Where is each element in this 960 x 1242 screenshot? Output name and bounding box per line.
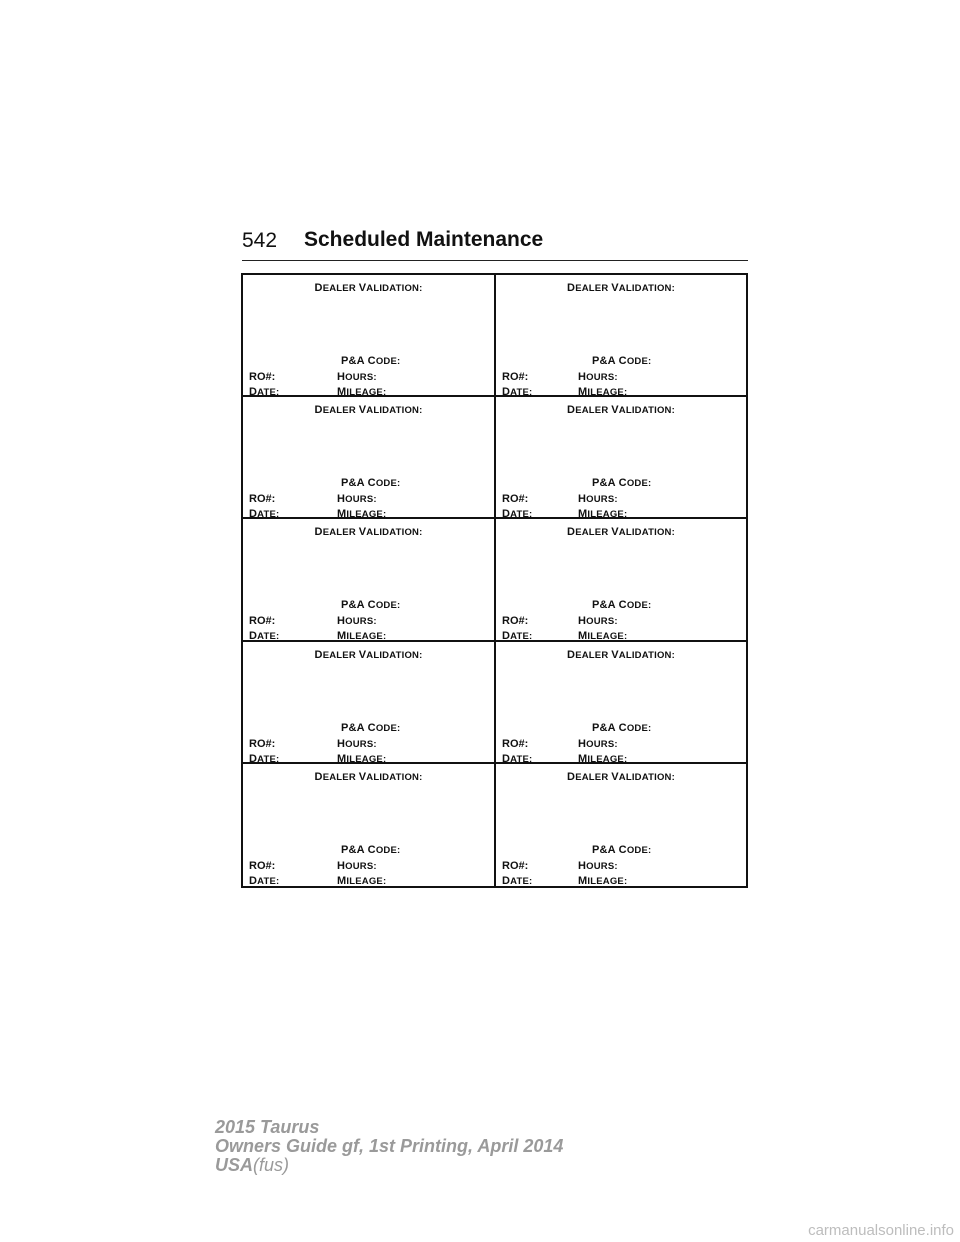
pa-code-label: P&A CODE: — [592, 721, 652, 734]
mileage-label: MILEAGE: — [337, 508, 387, 521]
pa-code-label: P&A CODE: — [592, 843, 652, 856]
validation-cell — [496, 519, 746, 641]
ro-number-label: RO#: — [502, 493, 529, 506]
mileage-label: MILEAGE: — [578, 874, 628, 887]
page-number: 542 — [242, 229, 278, 252]
dealer-validation-label: DEALER VALIDATION: — [314, 770, 423, 783]
dealer-validation-label: DEALER VALIDATION: — [567, 404, 675, 417]
hours-label: HOURS: — [337, 737, 377, 750]
validation-cell — [243, 764, 496, 886]
date-label: DATE: — [249, 508, 280, 521]
validation-cell — [243, 397, 496, 519]
pa-code-label: P&A CODE: — [341, 843, 401, 856]
pa-code-label: P&A CODE: — [592, 477, 652, 490]
hours-label: HOURS: — [578, 371, 618, 383]
hours-label: HOURS: — [337, 615, 377, 628]
dealer-validation-label: DEALER VALIDATION: — [314, 648, 423, 661]
pa-code-label: P&A CODE: — [341, 477, 401, 490]
mileage-label: MILEAGE: — [337, 630, 387, 643]
mileage-label: MILEAGE: — [337, 752, 387, 765]
hours-label: HOURS: — [337, 493, 377, 506]
dealer-validation-label: DEALER VALIDATION: — [567, 648, 675, 661]
pa-code-label: P&A CODE: — [341, 599, 401, 612]
ro-number-label: RO#: — [249, 493, 276, 506]
ro-number-label: RO#: — [502, 859, 529, 872]
date-label: DATE: — [249, 752, 280, 765]
date-label: DATE: — [249, 874, 280, 887]
pa-code-label: P&A CODE: — [592, 355, 652, 367]
validation-cell — [496, 275, 746, 397]
dealer-validation-label: DEALER VALIDATION: — [314, 404, 423, 417]
mileage-label: MILEAGE: — [337, 874, 387, 887]
validation-cell — [243, 519, 496, 641]
hours-label: HOURS: — [337, 371, 377, 383]
mileage-label: MILEAGE: — [578, 630, 628, 643]
mileage-label: MILEAGE: — [578, 752, 628, 765]
pa-code-label: P&A CODE: — [341, 355, 401, 367]
dealer-validation-label: DEALER VALIDATION: — [567, 770, 675, 783]
footer-line-1: 2015 Taurus — [215, 1117, 320, 1137]
hours-label: HOURS: — [578, 493, 618, 506]
validation-cell — [243, 275, 496, 397]
date-label: DATE: — [502, 752, 533, 765]
dealer-validation-label: DEALER VALIDATION: — [314, 282, 423, 294]
validation-cell — [496, 764, 746, 886]
hours-label: HOURS: — [337, 859, 377, 872]
ro-number-label: RO#: — [249, 859, 276, 872]
date-label: DATE: — [502, 630, 533, 643]
mileage-label: MILEAGE: — [337, 386, 387, 398]
validation-cell — [496, 642, 746, 764]
date-label: DATE: — [502, 874, 533, 887]
pa-code-label: P&A CODE: — [592, 599, 652, 612]
watermark: carmanualsonline.info — [808, 1222, 954, 1239]
dealer-validation-label: DEALER VALIDATION: — [567, 282, 675, 294]
ro-number-label: RO#: — [249, 615, 276, 628]
footer-line-3: USA(fus) — [215, 1155, 290, 1175]
ro-number-label: RO#: — [249, 371, 276, 383]
document-footer — [215, 1118, 563, 1175]
hours-label: HOURS: — [578, 859, 618, 872]
ro-number-label: RO#: — [249, 737, 276, 750]
dealer-validation-label: DEALER VALIDATION: — [567, 526, 675, 539]
ro-number-label: RO#: — [502, 371, 529, 383]
dealer-validation-grid — [241, 273, 748, 888]
hours-label: HOURS: — [578, 737, 618, 750]
date-label: DATE: — [249, 386, 280, 398]
date-label: DATE: — [502, 508, 533, 521]
page-title: Scheduled Maintenance — [304, 228, 544, 251]
ro-number-label: RO#: — [502, 737, 529, 750]
mileage-label: MILEAGE: — [578, 386, 628, 398]
mileage-label: MILEAGE: — [578, 508, 628, 521]
validation-cell — [496, 397, 746, 519]
dealer-validation-label: DEALER VALIDATION: — [314, 526, 423, 539]
date-label: DATE: — [502, 386, 533, 398]
pa-code-label: P&A CODE: — [341, 721, 401, 734]
validation-cell — [243, 642, 496, 764]
hours-label: HOURS: — [578, 615, 618, 628]
footer-line-2: Owners Guide gf, 1st Printing, April 2014 — [215, 1136, 564, 1156]
ro-number-label: RO#: — [502, 615, 529, 628]
date-label: DATE: — [249, 630, 280, 643]
page-header — [242, 226, 748, 261]
